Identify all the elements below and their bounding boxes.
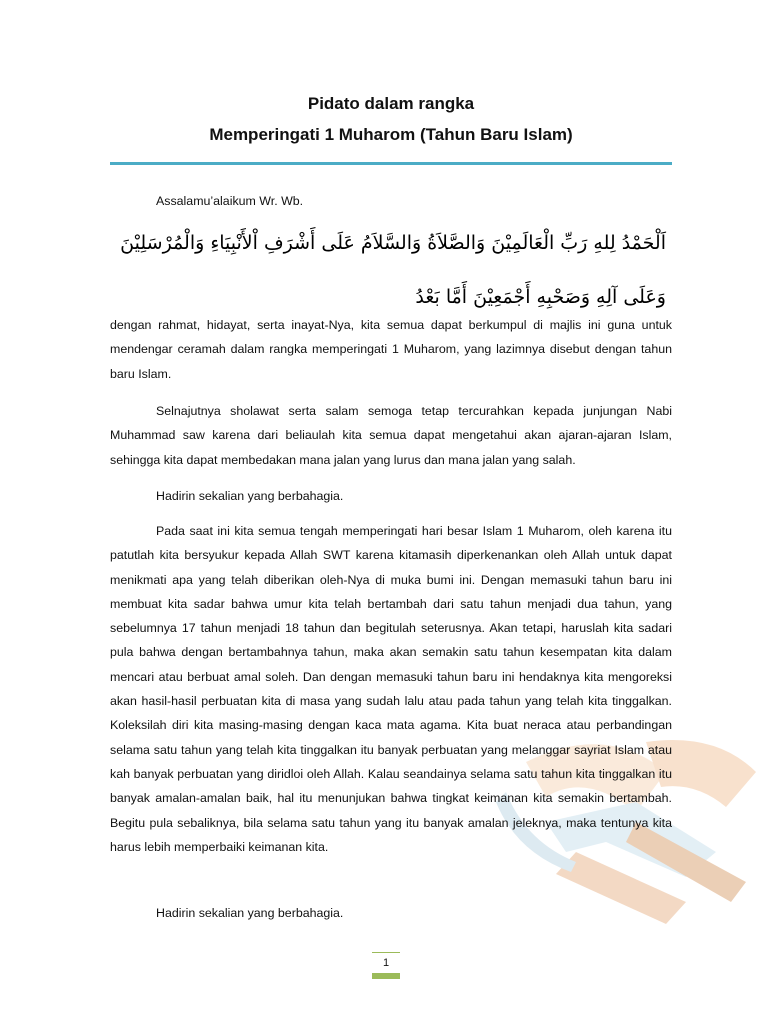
greeting: Assalamu’alaikum Wr. Wb. bbox=[156, 194, 304, 208]
arabic-line-2: وَعَلَى آلِهِ وَصَحْبِهِ أَجْمَعِيْنَ أَمَّا بَعْدُ bbox=[415, 286, 666, 308]
title-divider bbox=[110, 162, 672, 165]
paragraph-1: dengan rahmat, hidayat, serta inayat-Nya, kita semua dapat berkumpul di majlis ini guna untuk mendengar ceramah dalam rangka memperingati 1 Muharom, yang lazimnya disebut dengan tahun baru Islam. bbox=[110, 318, 672, 381]
title-line-2: Memperingati 1 Muharom (Tahun Baru Islam) bbox=[209, 125, 573, 144]
paragraph-3: Hadirin sekalian yang berbahagia. bbox=[156, 489, 344, 503]
page-number-box bbox=[372, 952, 400, 979]
arabic-line-1: اَلْحَمْدُ لِلهِ رَبِّ الْعَالَمِيْنَ وَالصَّلاَةُ وَالسَّلاَمُ عَلَى أَشْرَفِ اْلأَنْبِيَاءِ وَالْمُرْسَلِيْنَ bbox=[120, 232, 666, 254]
page-number-accent-bar bbox=[372, 973, 400, 979]
title-line-1: Pidato dalam rangka bbox=[307, 94, 475, 113]
page-number: 1 bbox=[382, 957, 390, 969]
paragraph-4: Pada saat ini kita semua tengah memperingati hari besar Islam 1 Muharom, oleh karena itu patutlah kita bersyukur kepada Allah SWT karena kitamasih diperkenankan oleh Allah untuk dapat menikmati apa yang telah diberikan oleh-Nya di muka bumi ini. Dengan memasuki tahun baru ini membuat kita sadar bahwa umur kita telah bertambah dari satu tahun menjadi dua tahun, yang sebelumnya 17 tahun menjadi 18 tahun dan begitulah seterusnya. Akan tetapi, haruslah kita sadari pula bahwa dengan bertambahnya tahun, maka akan semakin satu tahun kesempatan kita dalam mencari atau berbuat amal soleh. Dan dengan memasuki tahun baru ini hendaknya kita mengoreksi akan hasil-hasil perbuatan kita di masa yang sudah lalu atau pada tahun yang telah kita tinggalkan. Koleksilah diri kita masing-masing dengan kaca mata agama. Kita buat neraca atau perbandingan selama satu tahun yang telah kita tinggalkan itu banyak perbuatan yang melanggar sayriat Islam atau kah banyak perbuatan yang diridloi oleh Allah. Kalau seandainya selama satu tahun kita tinggalkan itu banyak amalan-amalan baik, hal itu menunjukan bahwa tingkat keimanan kita semakin bertambah. Begitu pula sebaliknya, bila selama satu tahun yang itu banyak amalan jeleknya, maka tentunya kita harus lebih memperbaiki keimanan kita. bbox=[110, 524, 672, 854]
paragraph-5: Hadirin sekalian yang berbahagia. bbox=[156, 906, 344, 920]
paragraph-2: Selnajutnya sholawat serta salam semoga tetap tercurahkan kepada junjungan Nabi Muhammad saw karena dari beliaulah kita semua dapat mengetahui akan ajaran-ajaran Islam, sehingga kita dapat membedakan mana jalan yang lurus dan mana jalan yang salah. bbox=[110, 404, 672, 467]
